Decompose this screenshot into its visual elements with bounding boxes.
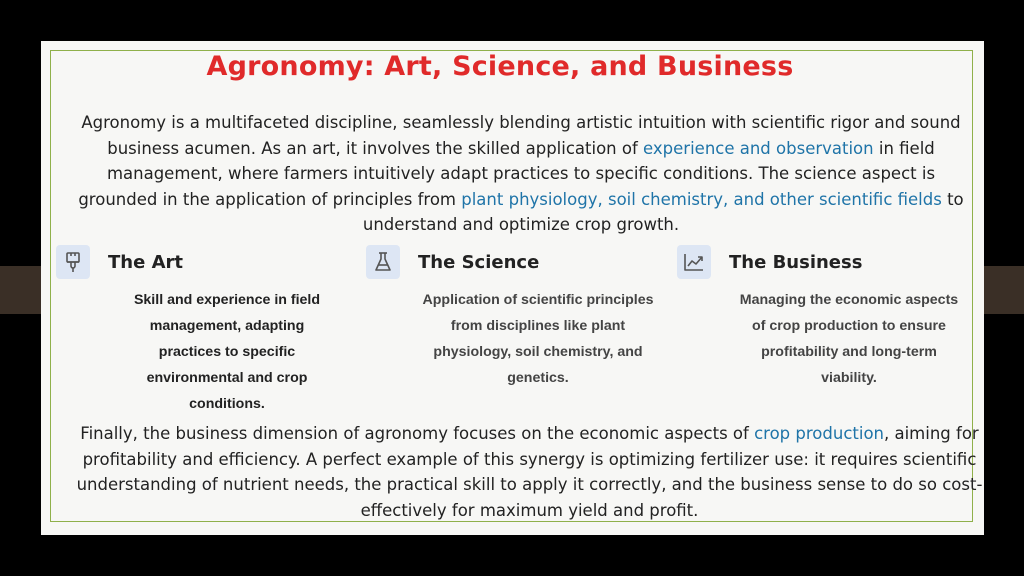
card-art-title: The Art bbox=[108, 252, 183, 273]
outro-text-2: , aiming for profitability and efficiency. A perfect example of this synergy is optimizing fertilizer use: it requires scientific understanding of nutrient needs, the practical skill to apply it correctly, and the business sense to do so cost-effectively for maximum yield and profit. bbox=[76, 424, 983, 520]
intro-highlight-2: plant physiology, soil chemistry, and other scientific fields bbox=[461, 189, 942, 209]
outro-text-1: Finally, the business dimension of agronomy focuses on the economic aspects of bbox=[80, 424, 755, 443]
slide-title: Agronomy: Art, Science, and Business bbox=[206, 51, 794, 82]
card-science-header bbox=[366, 245, 616, 281]
flask-icon bbox=[366, 245, 400, 279]
paintbrush-icon bbox=[56, 245, 90, 279]
card-art-header bbox=[56, 245, 306, 281]
card-science-title: The Science bbox=[418, 252, 540, 273]
trend-chart-icon bbox=[677, 245, 711, 279]
intro-text-1: Agronomy is a multifaceted discipline, seamlessly blending artistic intuition with scientific rigor and sound business acumen. As an art, it involves the skilled application of bbox=[81, 113, 961, 158]
card-business-text: Managing the economic aspects of crop production to ensure profitability and long-term viability. bbox=[739, 292, 959, 386]
card-science-text: Application of scientific principles from disciplines like plant physiology, soil chemistry, and genetics. bbox=[422, 292, 654, 386]
intro-text-3: to understand and optimize crop growth. bbox=[362, 189, 964, 235]
card-business-title: The Business bbox=[729, 252, 863, 273]
outro-highlight-1: crop production bbox=[754, 424, 884, 443]
outro-paragraph bbox=[72, 421, 987, 523]
intro-paragraph bbox=[72, 110, 970, 238]
card-art-text: Skill and experience in field management, adapting practices to specific environmental and crop conditions. bbox=[133, 292, 321, 412]
intro-text-2: in field management, where farmers intuitively adapt practices to specific conditions. The science aspect is grounded in the application of principles from bbox=[78, 138, 936, 209]
intro-highlight-1: experience and observation bbox=[643, 138, 874, 158]
card-business-header bbox=[677, 245, 927, 281]
